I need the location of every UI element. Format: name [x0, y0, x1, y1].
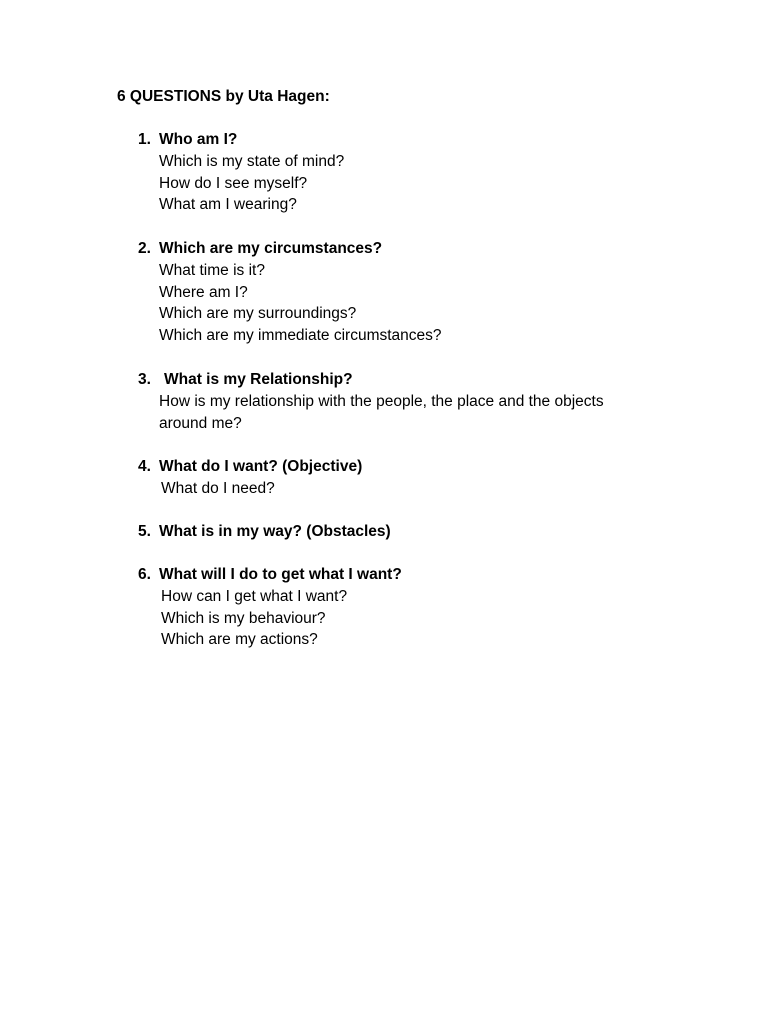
- document-title: 6 QUESTIONS by Uta Hagen:: [117, 88, 330, 105]
- question-subline: What am I wearing?: [159, 196, 297, 214]
- question-subline: Which are my surroundings?: [159, 305, 357, 323]
- question-subline: Which are my immediate circumstances?: [159, 327, 442, 345]
- question-number: 5.: [138, 523, 151, 540]
- question-subline: Where am I?: [159, 283, 248, 301]
- question-number: 4.: [138, 458, 151, 475]
- question-heading: What will I do to get what I want?: [159, 566, 402, 583]
- question-subline: Which are my actions?: [161, 631, 318, 649]
- question-subline: How do I see myself?: [159, 174, 308, 192]
- question-sublines: [159, 260, 442, 347]
- question-number: 6.: [138, 566, 151, 583]
- question-sublines: [159, 391, 629, 435]
- question-subline: How can I get what I want?: [161, 587, 348, 605]
- question-subline: What time is it?: [159, 261, 265, 279]
- question-subline: How is my relationship with the people, the place and the objects around me?: [159, 392, 604, 432]
- question-subline: What do I need?: [161, 479, 275, 497]
- question-heading: What is my Relationship?: [164, 371, 353, 388]
- question-subline: Which is my state of mind?: [159, 152, 345, 170]
- question-number: 1.: [138, 131, 151, 148]
- question-heading: What is in my way? (Obstacles): [159, 523, 391, 540]
- question-sublines: [159, 151, 344, 216]
- question-number: 2.: [138, 240, 151, 257]
- question-heading: What do I want? (Objective): [159, 458, 363, 475]
- question-number: 3.: [138, 371, 151, 388]
- question-sublines: [159, 586, 347, 651]
- question-subline: Which is my behaviour?: [161, 609, 326, 627]
- question-sublines: [159, 478, 275, 500]
- question-heading: Which are my circumstances?: [159, 240, 383, 257]
- question-heading: Who am I?: [159, 131, 238, 148]
